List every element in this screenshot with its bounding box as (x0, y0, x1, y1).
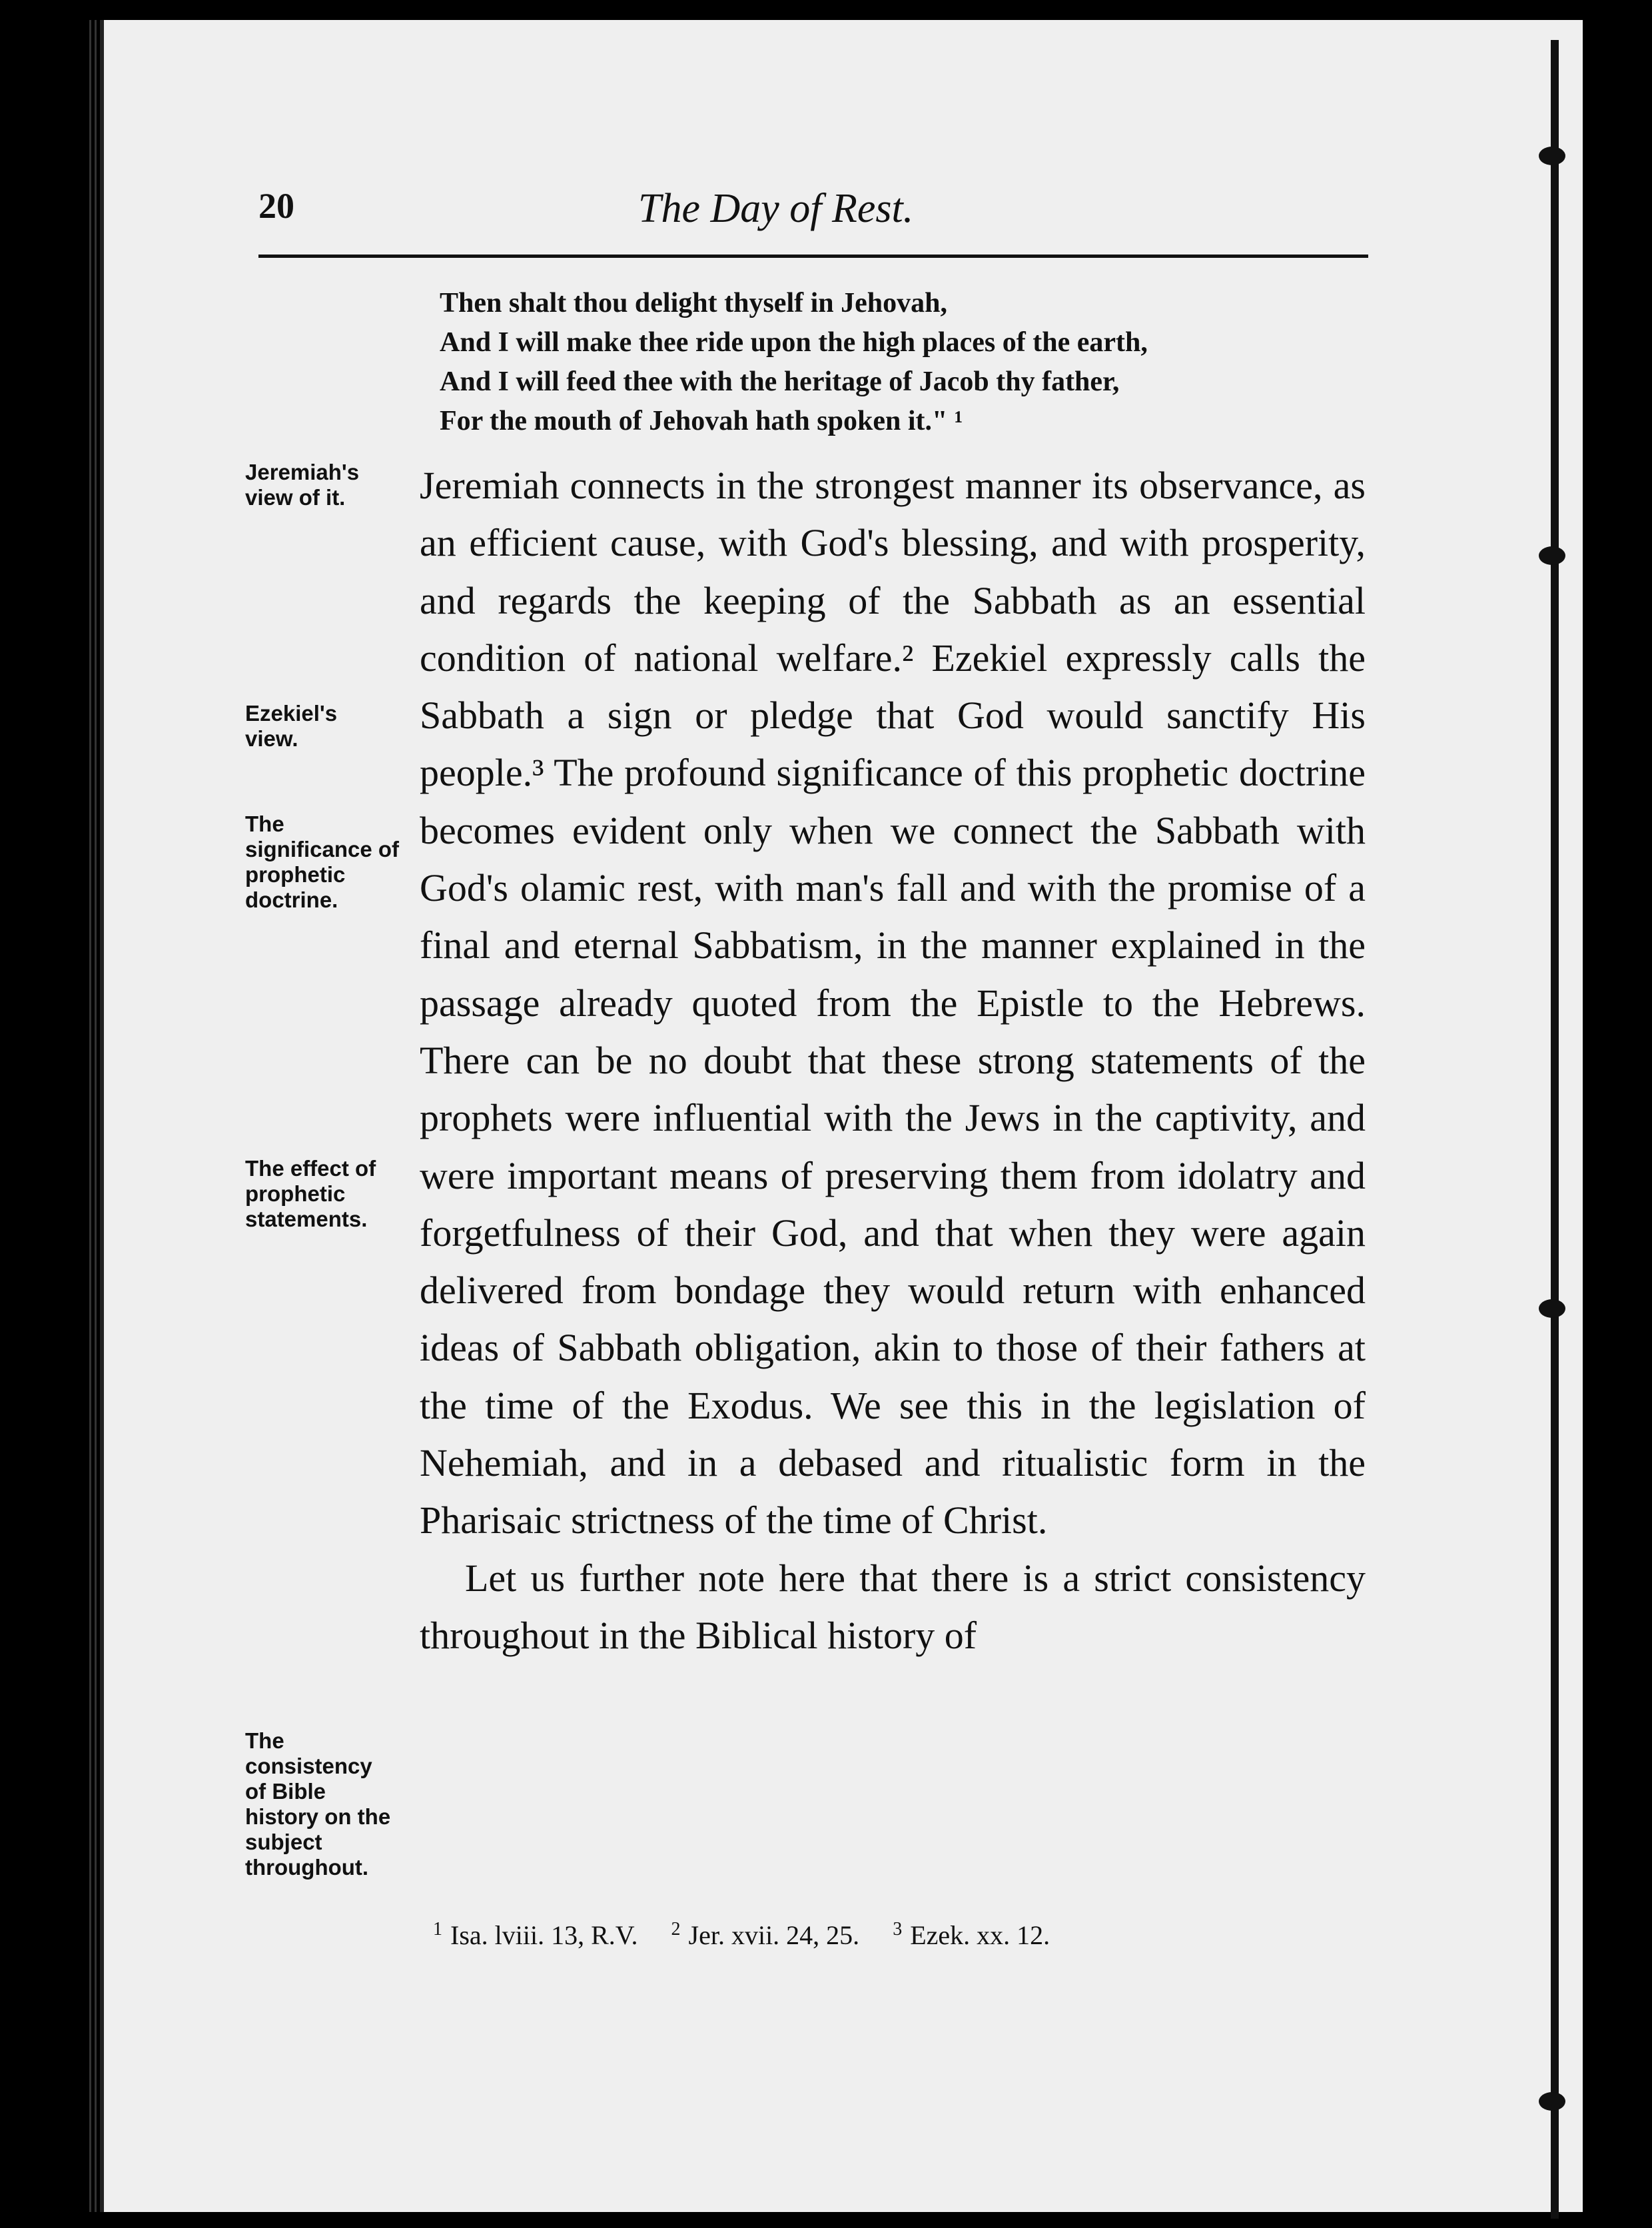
footnote-mark: 3 (893, 1919, 903, 1940)
page-edge (95, 20, 97, 2212)
quote-line: And I will feed thee with the heritage of Jacob thy father, (440, 366, 1120, 397)
margin-note-ezekiel: Ezekiel's view. (245, 701, 338, 751)
quote-line: And I will make thee ride upon the high places of the earth, (440, 327, 1148, 358)
page-edge (89, 20, 91, 2212)
running-head-title: The Day of Rest. (638, 186, 914, 231)
paragraph: Let us further note here that there is a strict consistency throughout in the Biblical history of (420, 1556, 1366, 1657)
binding-notch (1539, 1299, 1565, 1318)
binding-notch (1539, 546, 1565, 565)
quote-line: Then shalt thou delight thyself in Jehovah, (440, 288, 947, 318)
margin-note-effect: The effect of prophetic statements. (245, 1156, 376, 1231)
binding-strip (1551, 40, 1559, 2219)
footnote-text: Jer. xvii. 24, 25. (688, 1920, 860, 1951)
footnote (893, 1920, 1050, 1950)
scripture-quote (440, 284, 1372, 441)
binding-notch (1539, 2092, 1565, 2111)
quote-line: For the mouth of Jehovah hath spoken it." ¹ (440, 406, 963, 436)
margin-note-consistency: The consistency of Bible history on the subject throughout. (245, 1728, 391, 1880)
footnote-mark: 2 (671, 1919, 681, 1940)
footnote-text: Ezek. xx. 12. (910, 1920, 1050, 1951)
page-number: 20 (258, 186, 294, 226)
footnote (671, 1920, 860, 1950)
footnote (433, 1920, 638, 1950)
binding-notch (1539, 147, 1565, 165)
footnote-text: Isa. lviii. 13, R.V. (450, 1920, 638, 1951)
margin-note-significance: The significance of prophetic doctrine. (245, 812, 400, 912)
margin-note-jeremiah: Jeremiah's view of it. (245, 460, 360, 510)
footnotes (433, 1919, 1076, 1951)
footnote-mark: 1 (433, 1919, 442, 1940)
header-rule (258, 255, 1368, 258)
paragraph: Jeremiah connects in the strongest manner its observance, as an efficient cause, with God's blessing, and with prosperity, and regards the keeping of the Sabbath as an essential condition of national welfare.² Ezekiel expressly calls the Sabbath a sign or pledge that God would sanctify His people.³ The profound significance of this prophetic doctrine becomes evident only when we connect the Sabbath with God's olamic rest, with man's fall and with the promise of a final and eternal Sabbatism, in the manner explained in the passage already quoted from the Epistle to the Hebrews. There can be no doubt that these strong statements of the prophets were influential with the Jews in the captivity, and were important means of preserving them from idolatry and forgetfulness of their God, and that when they were again delivered from bondage they would return with enhanced ideas of Sabbath obligation, akin to those of their fathers at the time of the Exodus. We see this in the legislation of Nehemiah, and in a debased and ritualistic form in the Pharisaic strictness of the time of Christ. (420, 464, 1366, 1542)
body-text (420, 457, 1366, 1664)
